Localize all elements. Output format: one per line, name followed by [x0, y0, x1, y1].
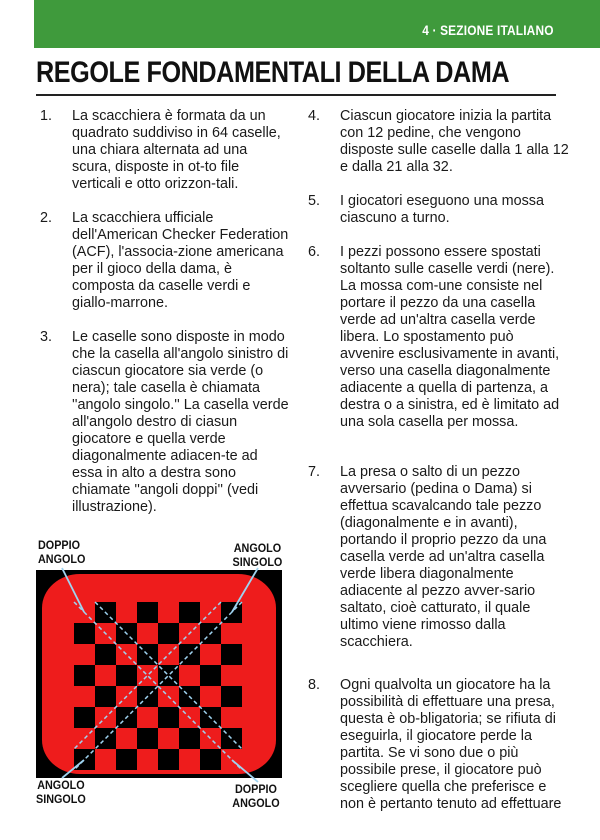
rules-column-left — [40, 108, 290, 533]
label-double-corner-top: DOPPIO ANGOLO — [38, 538, 86, 566]
header-band — [34, 0, 600, 48]
rule-item — [40, 329, 290, 516]
board-square — [200, 749, 221, 770]
rules-column-right — [308, 108, 570, 830]
label-double-corner-bottom: DOPPIO ANGOLO — [232, 782, 280, 810]
board-illustration — [36, 538, 286, 808]
board-square — [158, 707, 179, 728]
rule-text: La scacchiera ufficiale dell'American Checker Federation (ACF), l'associa-zione americana per il gioco della dama, è composta da caselle verdi e giallo-marrone. — [72, 210, 289, 311]
rule-item — [40, 108, 290, 193]
board-square — [179, 602, 200, 623]
board-square — [200, 665, 221, 686]
board-square — [116, 749, 137, 770]
board-square — [158, 749, 179, 770]
rule-text: La scacchiera è formata da un quadrato suddiviso in 64 caselle, una chiara alternata ad una scura, disposte in ot-to file verticali e otto orizzon-tali. — [72, 108, 281, 192]
section-label: 4 · SEZIONE ITALIANO — [422, 22, 554, 38]
checkerboard-screen — [36, 538, 286, 808]
board-square — [74, 665, 95, 686]
rule-number: 2. — [40, 210, 53, 226]
rule-number: 6. — [308, 244, 321, 260]
board-square — [137, 602, 158, 623]
rule-number: 4. — [308, 108, 321, 124]
rule-text: Ogni qualvolta un giocatore ha la possibilità di effettuare una presa, questa è ob-bligatoria; se rifiuta di eseguirla, il giocatore perde la partita. Se vi sono due o più possibile prese, il giocatore può scegliere quella che preferisce e non è pertanto tenuto ad effettuare — [340, 677, 562, 812]
rule-number: 3. — [40, 329, 53, 345]
board-square — [95, 644, 116, 665]
rule-item — [308, 193, 570, 227]
rule-text: Ciascun giocatore inizia la partita con 12 pedine, che vengono disposte sulle caselle dalla 1 alla 12 e dalla 21 alla 32. — [340, 108, 569, 175]
board-square — [179, 728, 200, 749]
rule-text: I pezzi possono essere spostati soltanto sulle caselle verdi (nere). La mossa com-une consiste nel portare il pezzo da una casella verde ad un'altra casella verde libera. Lo spostamento può avvenire esclusivamente in avanti, verso una casella diagonalmente adiacente a quella di partenza, a destra o a sinistra, ed è limitato ad una sola casella per mossa. — [340, 244, 560, 430]
board-square — [137, 728, 158, 749]
page-title: REGOLE FONDAMENTALI DELLA DAMA — [36, 56, 510, 89]
rule-text: La presa o salto di un pezzo avversario (pedina o Dama) si effettua scavalcando tale pezzo (diagonalmente e in avanti), portando il proprio pezzo da una casella verde ad un'altra casella verde libera diagonalmente adiacente al pezzo avver-sario saltato, cioè catturato, il quale ultimo viene rimosso dalla scacchiera. — [340, 464, 547, 650]
board-square — [158, 623, 179, 644]
board-square — [221, 644, 242, 665]
rule-text: I giocatori eseguono una mossa ciascuno a turno. — [340, 193, 544, 226]
board-square — [74, 707, 95, 728]
title-divider — [36, 94, 556, 96]
board-square — [221, 686, 242, 707]
rule-number: 1. — [40, 108, 53, 124]
board-square — [74, 623, 95, 644]
rule-item — [308, 677, 570, 813]
board-square — [95, 686, 116, 707]
rule-item — [308, 244, 570, 431]
rule-text: Le caselle sono disposte in modo che la casella all'angolo sinistro di ciascun giocatore sia verde (o nera); tale casella è chiamata ''angolo singolo.'' La casella verde all'angolo destro di ciasun giocatore e quella verde diagonalmente adiacen-te ad essa in alto a destra sono chiamate ''angoli doppi'' (vedi illustrazione). — [72, 329, 289, 515]
rule-number: 8. — [308, 677, 321, 693]
board-square — [116, 665, 137, 686]
rule-item — [308, 464, 570, 651]
label-single-corner-bottom: ANGOLO SINGOLO — [36, 778, 86, 806]
rule-number: 7. — [308, 464, 321, 480]
rule-item — [308, 108, 570, 176]
rule-item — [40, 210, 290, 312]
label-single-corner-top: ANGOLO SINGOLO — [232, 541, 282, 569]
rule-number: 5. — [308, 193, 321, 209]
